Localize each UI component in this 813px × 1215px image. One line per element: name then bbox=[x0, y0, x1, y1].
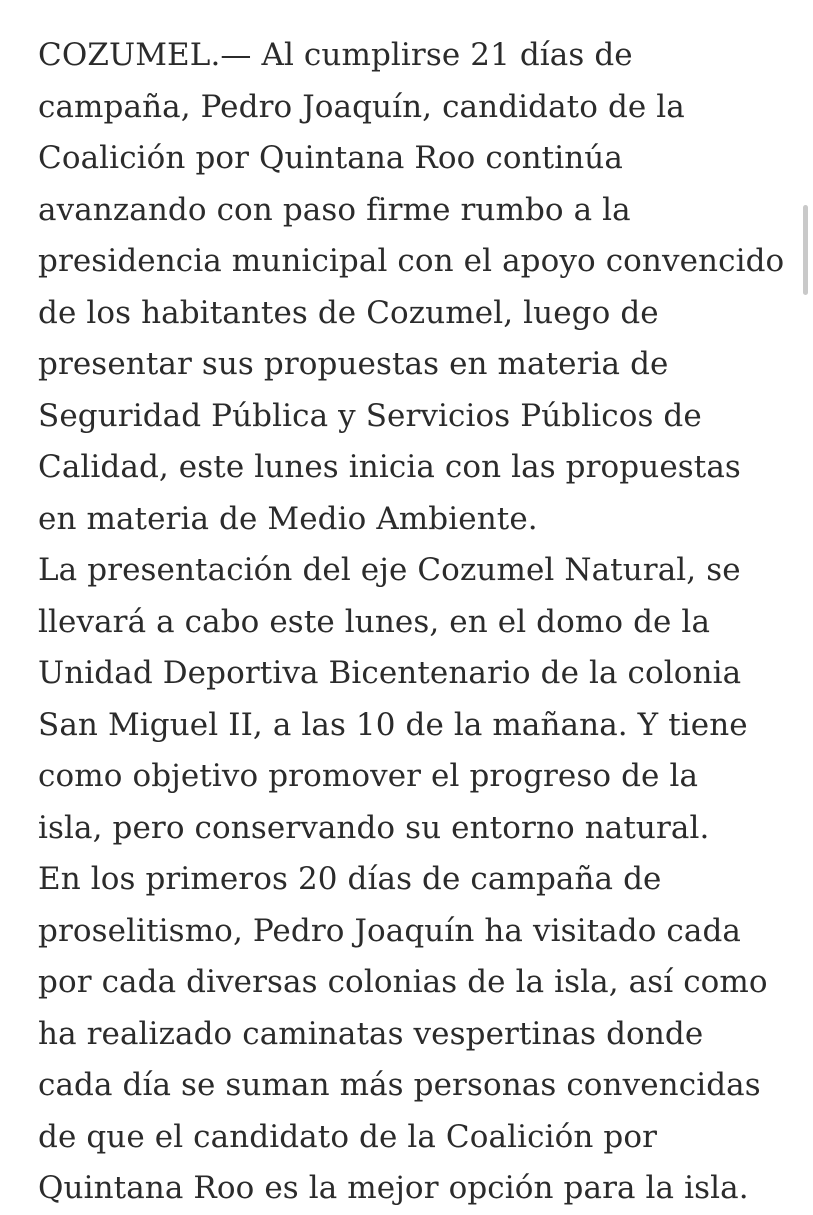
text-line: presentar sus propuestas en materia de bbox=[38, 346, 669, 382]
text-line: avanzando con paso firme rumbo a la bbox=[38, 191, 631, 228]
vertical-scrollbar[interactable] bbox=[803, 0, 813, 1200]
text-line: En los primeros 20 días de campaña de bbox=[38, 861, 662, 897]
text-line: La presentación del eje Cozumel Natural, se bbox=[38, 552, 741, 588]
text-line: Calidad, este lunes inicia con las propuestas bbox=[38, 449, 741, 485]
text-line: ha realizado caminatas vespertinas donde bbox=[38, 1015, 704, 1052]
text-line: como objetivo promover el progreso de la bbox=[38, 758, 699, 794]
text-line: cada día se suman más personas convencidas bbox=[38, 1067, 761, 1103]
text-line: de que el candidato de la Coalición por bbox=[38, 1118, 658, 1155]
text-line: en materia de Medio Ambiente. bbox=[38, 500, 538, 537]
text-line: llevará a cabo este lunes, en el domo de la bbox=[38, 603, 711, 640]
text-line: por cada diversas colonias de la isla, así como bbox=[38, 964, 768, 1000]
text-line: Quintana Roo es la mejor opción para la isla. bbox=[38, 1170, 749, 1206]
text-line: de los habitantes de Cozumel, luego de bbox=[38, 294, 659, 331]
text-line: Seguridad Pública y Servicios Públicos de bbox=[38, 397, 702, 434]
text-line: presidencia municipal con el apoyo convencido bbox=[38, 243, 785, 279]
text-line: isla, pero conservando su entorno natural. bbox=[38, 809, 710, 846]
text-line: campaña, Pedro Joaquín, candidato de la bbox=[38, 88, 685, 125]
article-text bbox=[38, 30, 785, 1215]
text-line: Unidad Deportiva Bicentenario de la colonia bbox=[38, 655, 742, 691]
text-line: proselitismo, Pedro Joaquín ha visitado cada bbox=[38, 912, 741, 949]
text-line: San Miguel II, a las 10 de la mañana. Y tiene bbox=[38, 706, 748, 743]
text-line: Coalición por Quintana Roo continúa bbox=[38, 140, 623, 176]
scrollbar-thumb[interactable] bbox=[803, 205, 808, 295]
text-line: COZUMEL.— Al cumplirse 21 días de bbox=[38, 37, 633, 73]
